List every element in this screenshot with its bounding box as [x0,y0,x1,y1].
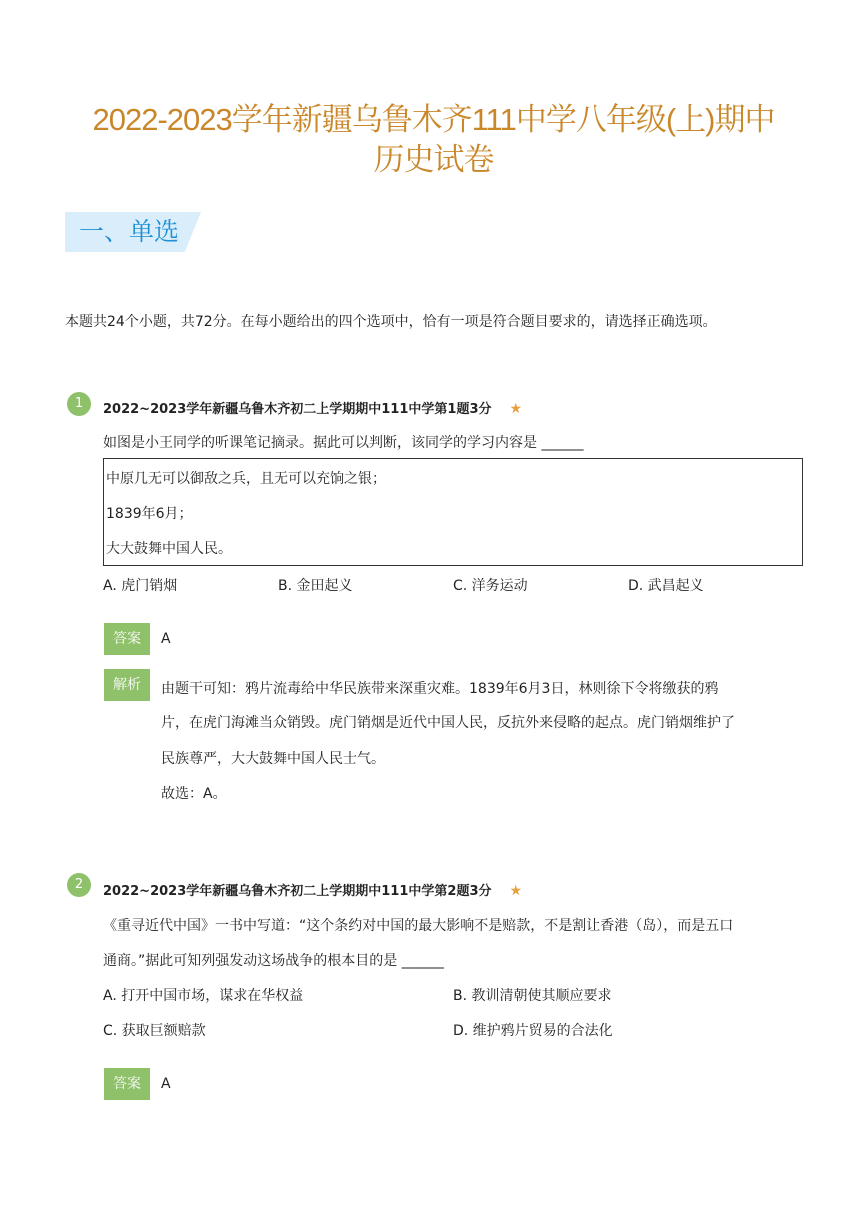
analysis-line: 片，在虎门海滩当众销毁。虎门销烟是近代中国人民，反抗外来侵略的起点。虎门销烟维护了 [161,715,735,731]
answer-tag: 答案 [104,623,150,655]
question-header [103,398,522,417]
notes-line: 中原几无可以御敌之兵，且无可以充饷之银； [106,471,386,487]
question-source: 2022~2023学年新疆乌鲁木齐初二上学期期中111中学第2题3分 [103,884,492,899]
section-label: 一、单选 [79,217,180,246]
notes-box [103,458,803,566]
answer-tag: 答案 [104,1068,150,1100]
question-header [103,880,522,899]
section-header [65,212,201,252]
question-source: 2022~2023学年新疆乌鲁木齐初二上学期期中111中学第1题3分 [103,402,492,417]
option-c: C. 洋务运动 [453,578,528,594]
answer-value: A [161,1076,171,1092]
title-line-1: 2022-2023学年新疆乌鲁木齐111中学八年级(上)期中 [92,102,775,137]
analysis-line: 由题干可知：鸦片流毒给中华民族带来深重灾难。1839年6月3日，林则徐下令将缴获的鸦 [161,681,719,697]
question-number-badge: 2 [67,873,91,897]
notes-line: 1839年6月； [106,506,193,522]
option-b: B. 金田起义 [278,578,353,594]
instructions: 本题共24个小题，共72分。在每小题给出的四个选项中，恰有一项是符合题目要求的，请选择正确选项。 [65,314,717,330]
star-icon: ★ [509,401,523,417]
page-title [0,100,867,180]
question-number-badge: 1 [67,392,91,416]
option-a: A. 打开中国市场，谋求在华权益 [103,988,304,1004]
answer-value: A [161,631,171,647]
option-a: A. 虎门销烟 [103,578,178,594]
option-d: D. 维护鸦片贸易的合法化 [453,1023,613,1039]
question-stem: 通商。”据此可知列强发动这场战争的根本目的是 ______ [103,953,444,969]
option-d: D. 武昌起义 [628,578,704,594]
notes-line: 大大鼓舞中国人民。 [106,541,232,557]
option-c: C. 获取巨额赔款 [103,1023,206,1039]
title-line-2: 历史试卷 [373,142,494,177]
question-stem: 如图是小王同学的听课笔记摘录。据此可以判断，该同学的学习内容是 ______ [103,435,584,451]
analysis-line: 民族尊严，大大鼓舞中国人民士气。 [161,751,385,767]
option-b: B. 教训清朝使其顺应要求 [453,988,612,1004]
question-stem: 《重寻近代中国》一书中写道：“这个条约对中国的最大影响不是赔款，不是割让香港（岛），而是五口 [103,918,734,934]
analysis-tag: 解析 [104,669,150,701]
analysis-line: 故选：A。 [161,786,227,802]
star-icon: ★ [509,883,523,899]
